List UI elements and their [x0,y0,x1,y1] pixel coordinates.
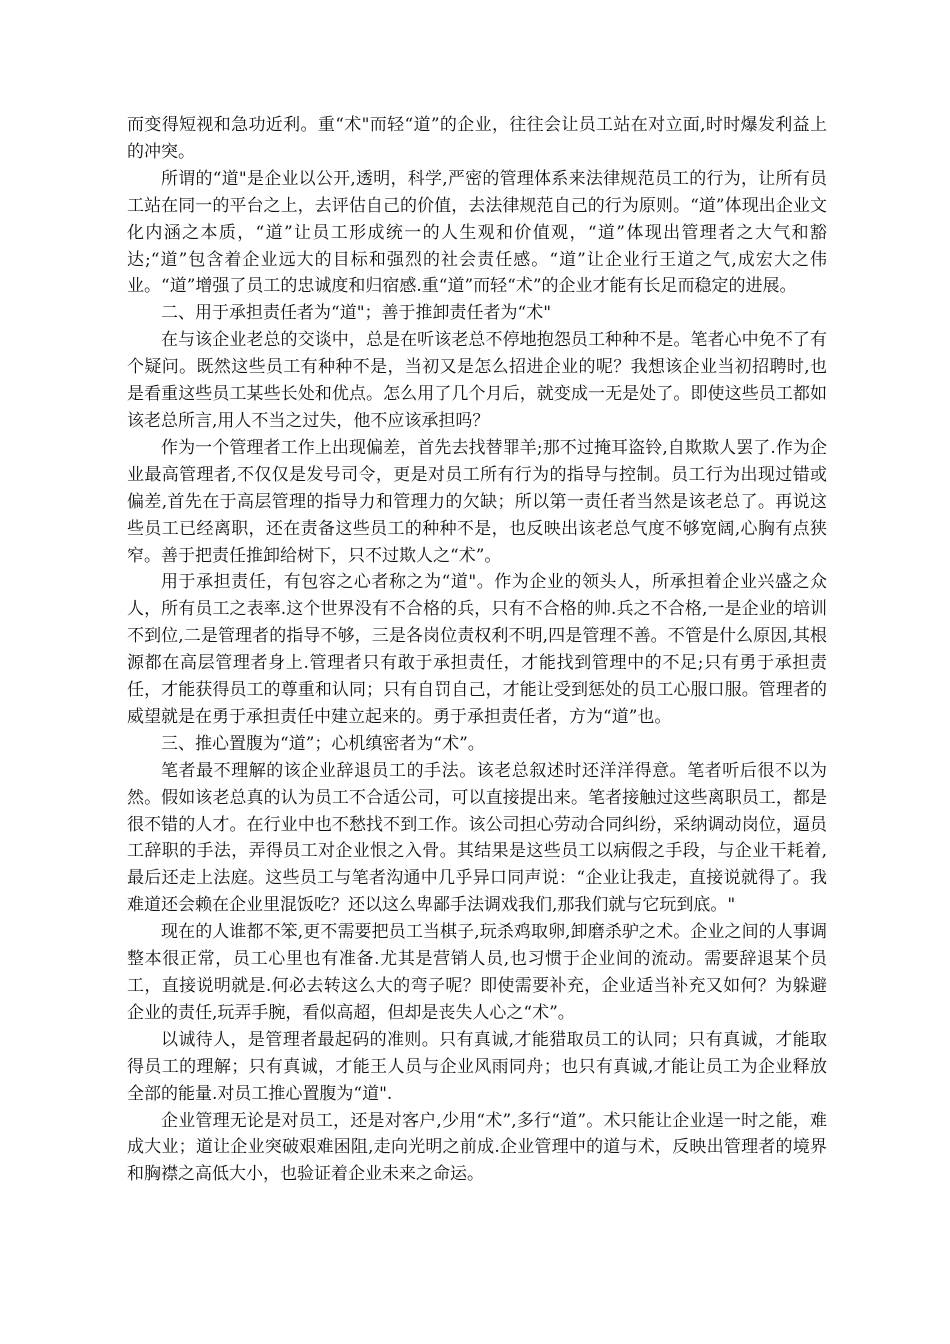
paragraph: 以诚待人，是管理者最起码的准则。只有真诚,才能猎取员工的认同；只有真诚，才能取得员工的理解；只有真诚，才能王人员与企业风雨同舟；也只有真诚,才能让员工为企业释放全部的能量.对员工推心置腹为“道". [127,1029,827,1104]
section-heading-3: 三、推心置腹为“道”；心机缜密者为“术”。 [161,733,485,754]
paragraph: 笔者最不理解的该企业辞退员工的手法。该老总叙述时还洋洋得意。笔者听后很不以为然。假如该老总真的认为员工不合适公司，可以直接提出来。笔者接触过这些离职员工，都是很不错的人才。在行业中也不愁找不到工作。该公司担心劳动合同纠纷，采纳调动岗位，逼员工辞职的手法，弄得员工对企业恨之入骨。其结果是这些员工以病假之手段，与企业干耗着,最后还走上法庭。这些员工与笔者沟通中几乎异口同声说：“企业让我走，直接说就得了。我难道还会赖在企业里混饭吃？还以这么卑鄙手法调戏我们,那我们就与它玩到底。" [127,760,827,916]
paragraph: 在与该企业老总的交谈中，总是在听该老总不停地抱怨员工种种不是。笔者心中免不了有个疑问。既然这些员工有种种不是，当初又是怎么招进企业的呢？我想该企业当初招聘时,也是看重这些员工某些长处和优点。怎么用了几个月后，就变成一无是处了。即使这些员工都如该老总所言,用人不当之过失，他不应该承担吗？ [127,330,827,431]
section-heading-2: 二、用于承担责任者为“道"；善于推卸责任者为“术" [161,303,552,324]
paragraph-conclusion: 企业管理无论是对员工，还是对客户,少用“术”,多行“道”。术只能让企业逞一时之能，难成大业；道让企业突破艰难困阻,走向光明之前成.企业管理中的道与术，反映出管理者的境界和胸襟之高低大小，也验证着企业未来之命运。 [127,1110,827,1185]
paragraph: 现在的人谁都不笨,更不需要把员工当棋子,玩杀鸡取卵,卸磨杀驴之术。企业之间的人事调整本很正常，员工心里也有准备.尤其是营销人员,也习惯于企业间的流动。需要辞退某个员工，直接说明就是.何必去转这么大的弯子呢？即使需要补充，企业适当补充又如何？为躲避企业的责任,玩弄手腕，看似高超，但却是丧失人心之“术”。 [127,922,827,1023]
paragraph-continuation: 而变得短视和急功近利。重“术"而轻“道”的企业，往往会让员工站在对立面,时时爆发利益上的冲突。 [127,115,827,162]
paragraph: 作为一个管理者工作上出现偏差，首先去找替罪羊;那不过掩耳盗铃,自欺欺人罢了.作为企业最高管理者,不仅仅是发号司令，更是对员工所有行为的指导与控制。员工行为出现过错或偏差,首先在于高层管理的指导力和管理力的欠缺；所以第一责任者当然是该老总了。再说这些员工已经离职，还在责备这些员工的种种不是，也反映出该老总气度不够宽阔,心胸有点狭窄。善于把责任推卸给树下，只不过欺人之“术”。 [127,437,827,566]
document-body [127,112,827,1188]
paragraph: 用于承担责任，有包容之心者称之为“道"。作为企业的领头人，所承担着企业兴盛之众人，所有员工之表率.这个世界没有不合格的兵，只有不合格的帅.兵之不合格,一是企业的培训不到位,二是管理者的指导不够，三是各岗位责权利不明,四是管理不善。不管是什么原因,其根源都在高层管理者身上.管理者只有敢于承担责任，才能找到管理中的不足;只有勇于承担责任，才能获得员工的尊重和认同；只有自罚自己，才能让受到惩处的员工心服口服。管理者的威望就是在勇于承担责任中建立起来的。勇于承担责任者，方为“道”也。 [127,572,827,727]
paragraph-dao-definition: 所谓的“道"是企业以公开,透明，科学,严密的管理体系来法律规范员工的行为，让所有员工站在同一的平台之上，去评估自己的价值，去法律规范自己的行为原则。“道”体现出企业文化内涵之本质，“道”让员工形成统一的人生观和价值观，“道”体现出管理者之大气和豁达;“道”包含着企业远大的目标和强烈的社会责任感。“道”让企业行王道之气,成宏大之伟业。“道”增强了员工的忠诚度和归宿感.重“道”而轻“术”的企业才能有长足而稳定的进展。 [127,168,827,297]
